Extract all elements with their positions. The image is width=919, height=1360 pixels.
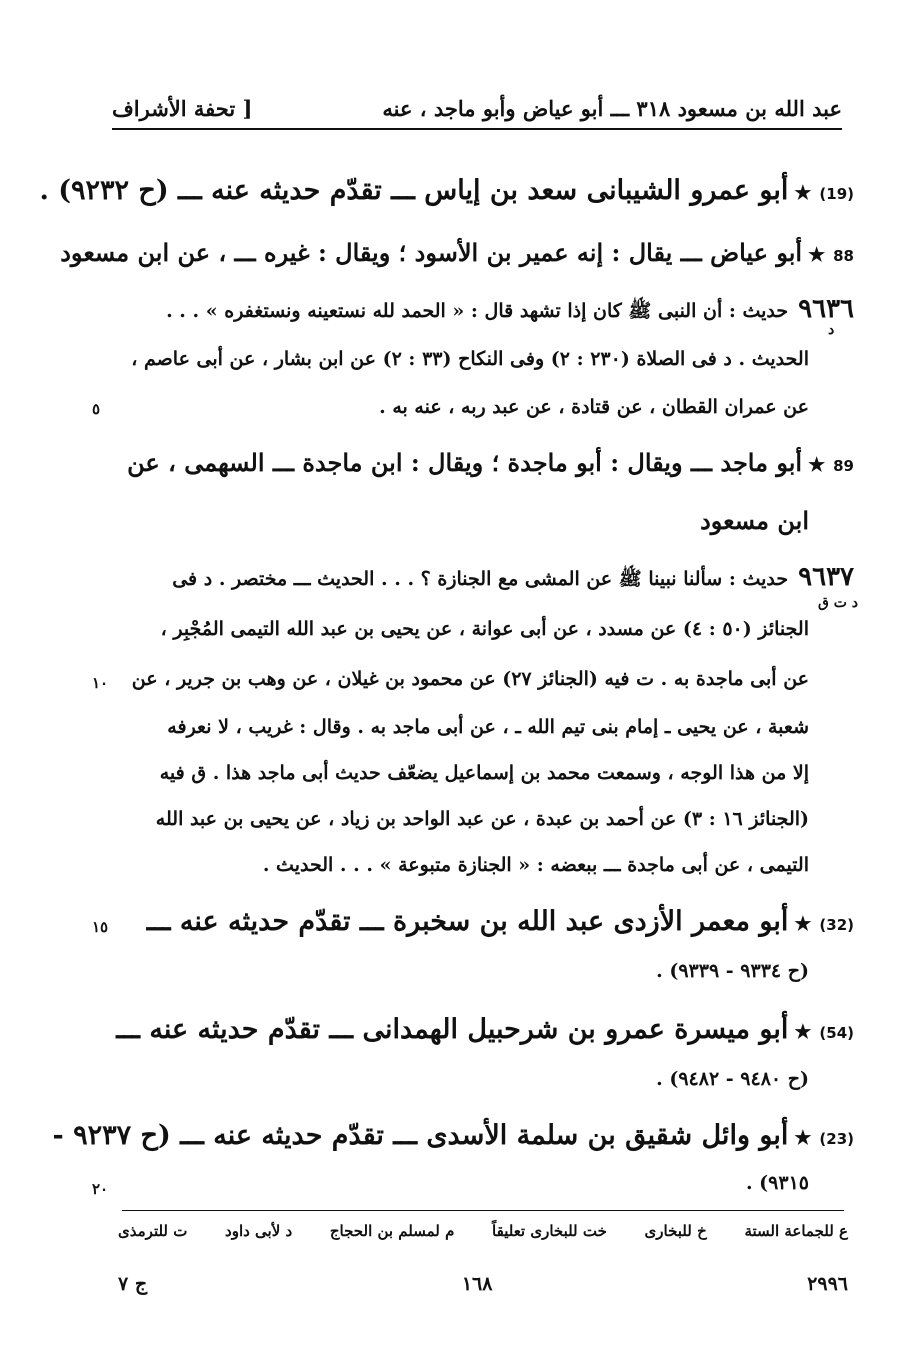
text-line: ابن مسعود (700, 506, 809, 535)
header-book-title: [ تحفة الأشراف (112, 95, 253, 121)
header-rule (112, 128, 842, 130)
siglum-9637: د ت ق (818, 595, 859, 611)
entry-abu-amr (39, 175, 854, 206)
hadith-number: ٩٦٣٦ (798, 294, 854, 324)
margin-line-number: ٥ (92, 400, 101, 418)
running-header (112, 88, 842, 128)
text-line: (الجنائز ١٦ : ٣) عن أحمد بن عبدة ، عن عبد الواحد بن زياد ، عن يحيى بن عبد الله (155, 808, 809, 830)
star-icon: ★ (808, 454, 826, 476)
entry-number: (19) (819, 185, 854, 203)
entry-text: أبو عمرو الشيبانى سعد بن إياس ـــ تقدّم حديثه عنه ـــ (ح ٩٢٣٢) . (39, 175, 789, 206)
entry-number: 89 (833, 457, 854, 475)
text-line: إلا من هذا الوجه ، وسمعت محمد بن إسماعيل يضعّف حديث أبى ماجد هذا . ق فيه (159, 762, 809, 784)
entry-number: 88 (833, 247, 854, 265)
star-icon: ★ (794, 182, 812, 204)
entry-number: (23) (819, 1130, 854, 1148)
entry-number: (54) (819, 1024, 854, 1042)
legend-item: ت للترمذى (118, 1222, 188, 1240)
legend-item: خت للبخارى تعليقاً (492, 1222, 607, 1240)
entry-number: (32) (819, 916, 854, 934)
margin-line-number: ١٠ (92, 674, 109, 692)
star-icon: ★ (794, 913, 812, 935)
entry-text: أبو ماجد ـــ ويقال : أبو ماجدة ؛ ويقال : ابن ماجدة ـــ السهمى ، عن (127, 448, 803, 477)
star-icon: ★ (794, 1021, 812, 1043)
hadith-text: حديث : أن النبى ﷺ كان إذا تشهد قال : « الحمد لله نستعينه ونستغفره » . . . (166, 300, 789, 322)
text-line: (ح ٩٤٨٠ - ٩٤٨٢) . (656, 1068, 809, 1090)
text-line: (ح ٩٣٣٤ - ٩٣٣٩) . (656, 960, 809, 982)
page-serial-number: ٢٩٩٦ (807, 1273, 848, 1295)
margin-line-number: ١٥ (92, 918, 109, 936)
text-line: الجنائز (٥٠ : ٤) عن مسدد ، عن أبى عوانة ، عن يحيى بن عبد الله التيمى المُجْبِر ، (160, 618, 809, 640)
entry-abu-wail (53, 1120, 854, 1151)
hadith-9636 (166, 294, 854, 327)
page-footer (118, 1268, 848, 1300)
footer-rule (122, 1210, 844, 1211)
page-number: ١٦٨ (461, 1273, 493, 1295)
text-line: الحديث . د فى الصلاة (٢٣٠ : ٢) وفى النكاح (٣٣ : ٢) عن ابن بشار ، عن أبى عاصم ، (131, 348, 809, 370)
text-line: عن أبى ماجدة به . ت فيه (الجنائز ٢٧) عن محمود بن غيلان ، عن وهب بن جرير ، عن (131, 668, 809, 690)
hadith-text: حديث : سألنا نبينا ﷺ عن المشى مع الجنازة ؟ . . . الحديث ـــ مختصر . د فى (172, 568, 789, 590)
entry-text: أبو معمر الأزدى عبد الله بن سخبرة ـــ تقدّم حديثه عنه ـــ (146, 906, 789, 937)
entry-abu-maysara (116, 1014, 854, 1045)
header-title: عبد الله بن مسعود ٣١٨ ـــ أبو عياض وأبو ماجد ، عنه (382, 95, 842, 121)
entry-abu-iyad (60, 238, 854, 267)
text-line: عن عمران القطان ، عن قتادة ، عن عبد ربه ، عنه به . (379, 396, 809, 418)
hadith-number: ٩٦٣٧ (798, 562, 854, 592)
entry-text: أبو عياض ـــ يقال : إنه عمير بن الأسود ؛ ويقال : غيره ـــ ، عن ابن مسعود (60, 238, 803, 267)
legend-item: ع للجماعة الستة (744, 1222, 848, 1240)
entry-text: أبو ميسرة عمرو بن شرحبيل الهمدانى ـــ تقدّم حديثه عنه ـــ (116, 1014, 789, 1045)
legend-item: م لمسلم بن الحجاج (329, 1222, 455, 1240)
text-line: ٩٣١٥) . (745, 1172, 809, 1194)
entry-text: أبو وائل شقيق بن سلمة الأسدى ـــ تقدّم حديثه عنه ـــ (ح ٩٢٣٧ - (52, 1120, 789, 1151)
sigla-legend (118, 1222, 848, 1252)
margin-line-number: ٢٠ (92, 1180, 109, 1198)
star-icon: ★ (808, 244, 826, 266)
legend-item: خ للبخارى (644, 1222, 707, 1240)
legend-item: د لأبى داود (225, 1222, 293, 1240)
siglum-9636: د (828, 322, 835, 338)
entry-abu-majid (127, 448, 854, 477)
text-line: التيمى ، عن أبى ماجدة ـــ ببعضه : « الجنازة متبوعة » . . . الحديث . (262, 854, 809, 876)
star-icon: ★ (794, 1127, 812, 1149)
hadith-9637 (172, 562, 854, 595)
text-line: شعبة ، عن يحيى ـ إمام بنى تيم الله ـ ، عن أبى ماجد به . وقال : غريب ، لا نعرفه (167, 716, 809, 738)
volume-number: ج ٧ (118, 1273, 148, 1295)
entry-abu-mamar (147, 906, 854, 937)
